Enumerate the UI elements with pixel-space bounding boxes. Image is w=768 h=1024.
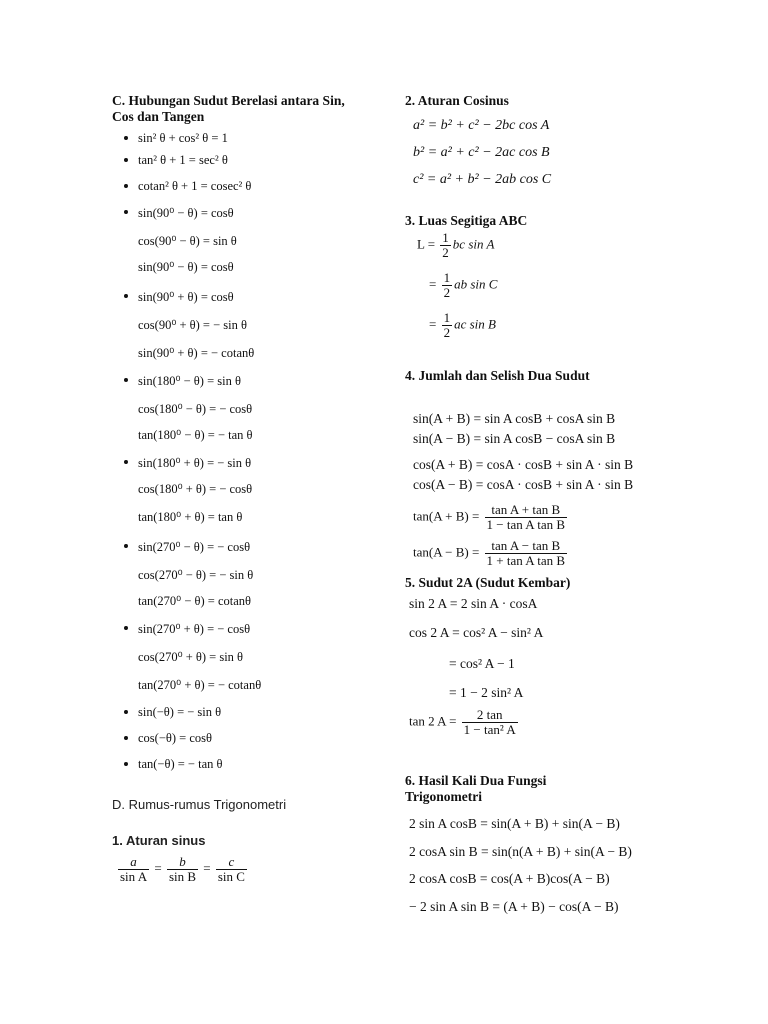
tan-diff-formula: tan(A − B) = $\frac{\text{tan A − tan B}}{\text{1 + tan A tan B}}$ <box>413 538 566 568</box>
luas-formula-2: = $\frac{1}{2}$ ab sin C <box>429 270 498 300</box>
identity-formula: tan(180⁰ − θ) = − tan θ <box>138 428 253 442</box>
section-c-heading: C. Hubungan Sudut Berelasi antara Sin, Cos dan Tangen <box>112 93 345 124</box>
identity-formula: cos(90⁰ + θ) = − sin θ <box>138 318 247 332</box>
identity-formula: cos(90⁰ − θ) = sin θ <box>138 234 237 248</box>
identity-formula: sin(180⁰ − θ) = sin θ <box>138 374 241 388</box>
cosinus-formula-2: b² = a² + c² − 2ac cos B <box>413 145 550 160</box>
sinus-num-c: c <box>216 855 247 870</box>
identity-formula: sin(180⁰ + θ) = − sin θ <box>138 456 252 470</box>
sinus-den-c: sin C <box>217 869 245 884</box>
bullet-icon <box>124 626 128 630</box>
identity-formula: cos(180⁰ + θ) = − cosθ <box>138 482 253 496</box>
hasil-formula-2: 2 cosA sin B = sin(n(A + B) + sin(A − B) <box>409 844 632 859</box>
hasil-formula-1: 2 sin A cosB = sin(A + B) + sin(A − B) <box>409 816 620 831</box>
bullet-icon <box>124 136 128 140</box>
bullet-icon <box>124 378 128 382</box>
bullet-icon <box>124 710 128 714</box>
sudut-2a-heading: 5. Sudut 2A (Sudut Kembar) <box>405 575 571 590</box>
jumlah-formula-4: cos(A − B) = cosA · cosB + sin A · sin B <box>413 477 634 492</box>
identity-formula: sin(90⁰ + θ) = cosθ <box>138 290 234 304</box>
bullet-icon <box>124 210 128 214</box>
identity-formula: tan(−θ) = − tan θ <box>138 757 223 771</box>
cosinus-formula-3: c² = a² + b² − 2ab cos C <box>413 172 552 187</box>
hasil-formula-4: − 2 sin A sin B = (A + B) − cos(A − B) <box>409 899 619 914</box>
aturan-cosinus-heading: 2. Aturan Cosinus <box>405 93 509 108</box>
sudut-2a-formula-2: cos 2 A = cos² A − sin² A <box>409 625 544 640</box>
bullet-icon <box>124 158 128 162</box>
identity-formula: sin² θ + cos² θ = 1 <box>138 131 228 145</box>
identity-formula: tan(180⁰ + θ) = tan θ <box>138 510 243 524</box>
hasil-formula-3: 2 cosA cosB = cos(A + B)cos(A − B) <box>409 871 610 886</box>
identity-formula: sin(90⁰ − θ) = cosθ <box>138 206 234 220</box>
identity-formula: cos(270⁰ + θ) = sin θ <box>138 650 244 664</box>
hasil-kali-heading: 6. Hasil Kali Dua Fungsi Trigonometri <box>405 773 547 804</box>
jumlah-formula-3: cos(A + B) = cosA · cosB + sin A · sin B <box>413 457 634 472</box>
identity-formula: cos(180⁰ − θ) = − cosθ <box>138 402 253 416</box>
jumlah-formula-1: sin(A + B) = sin A cosB + cosA sin B <box>413 411 616 426</box>
cosinus-formula-1: a² = b² + c² − 2bc cos A <box>413 118 550 133</box>
sinus-den-b: sin B <box>168 869 197 884</box>
identity-formula: sin(270⁰ − θ) = − cosθ <box>138 540 251 554</box>
sudut-2a-formula-1: sin 2 A = 2 sin A · cosA <box>409 596 538 611</box>
identity-formula: cos(−θ) = cosθ <box>138 731 212 745</box>
identity-formula: tan(270⁰ + θ) = − cotanθ <box>138 678 262 692</box>
sudut-2a-formula-4: = 1 − 2 sin² A <box>449 685 524 700</box>
sudut-2a-formula-3: = cos² A − 1 <box>449 656 515 671</box>
sinus-num-b: b <box>167 855 198 870</box>
identity-formula: sin(270⁰ + θ) = − cosθ <box>138 622 251 636</box>
tan-sum-formula: tan(A + B) = $\frac{\text{tan A + tan B}}{\text{1 − tan A tan B}}$ <box>413 502 566 532</box>
aturan-sinus-formula: $\frac{a}{\text{sin A}}$ = $\frac{b}{\text{sin B}}$ = $\frac{c}{\text{sin C}}$ <box>120 854 245 884</box>
tan-2a-formula: tan 2 A = $\frac{2 \tan}{\text{1 − tan² A}}$ <box>409 707 516 737</box>
identity-formula: cotan² θ + 1 = cosec² θ <box>138 179 252 193</box>
identity-formula: sin(−θ) = − sin θ <box>138 705 222 719</box>
luas-segitiga-heading: 3. Luas Segitiga ABC <box>405 213 528 228</box>
identity-formula: tan² θ + 1 = sec² θ <box>138 153 228 167</box>
identity-formula: sin(90⁰ + θ) = − cotanθ <box>138 346 255 360</box>
bullet-icon <box>124 544 128 548</box>
identity-formula: tan(270⁰ − θ) = cotanθ <box>138 594 252 608</box>
bullet-icon <box>124 294 128 298</box>
jumlah-selisih-heading: 4. Jumlah dan Selish Dua Sudut <box>405 368 590 383</box>
luas-formula-3: = $\frac{1}{2}$ ac sin B <box>429 310 496 340</box>
aturan-sinus-heading: 1. Aturan sinus <box>112 833 206 848</box>
bullet-icon <box>124 184 128 188</box>
bullet-icon <box>124 762 128 766</box>
section-d-heading: D. Rumus-rumus Trigonometri <box>112 797 287 812</box>
bullet-icon <box>124 736 128 740</box>
identity-formula: sin(90⁰ − θ) = cosθ <box>138 260 234 274</box>
sinus-num-a: a <box>118 855 149 870</box>
identity-formula: cos(270⁰ − θ) = − sin θ <box>138 568 254 582</box>
luas-formula-1: L = $\frac{1}{2}$ bc sin A <box>417 230 495 260</box>
sinus-den-a: sin A <box>120 869 148 884</box>
jumlah-formula-2: sin(A − B) = sin A cosB − cosA sin B <box>413 431 616 446</box>
bullet-icon <box>124 460 128 464</box>
